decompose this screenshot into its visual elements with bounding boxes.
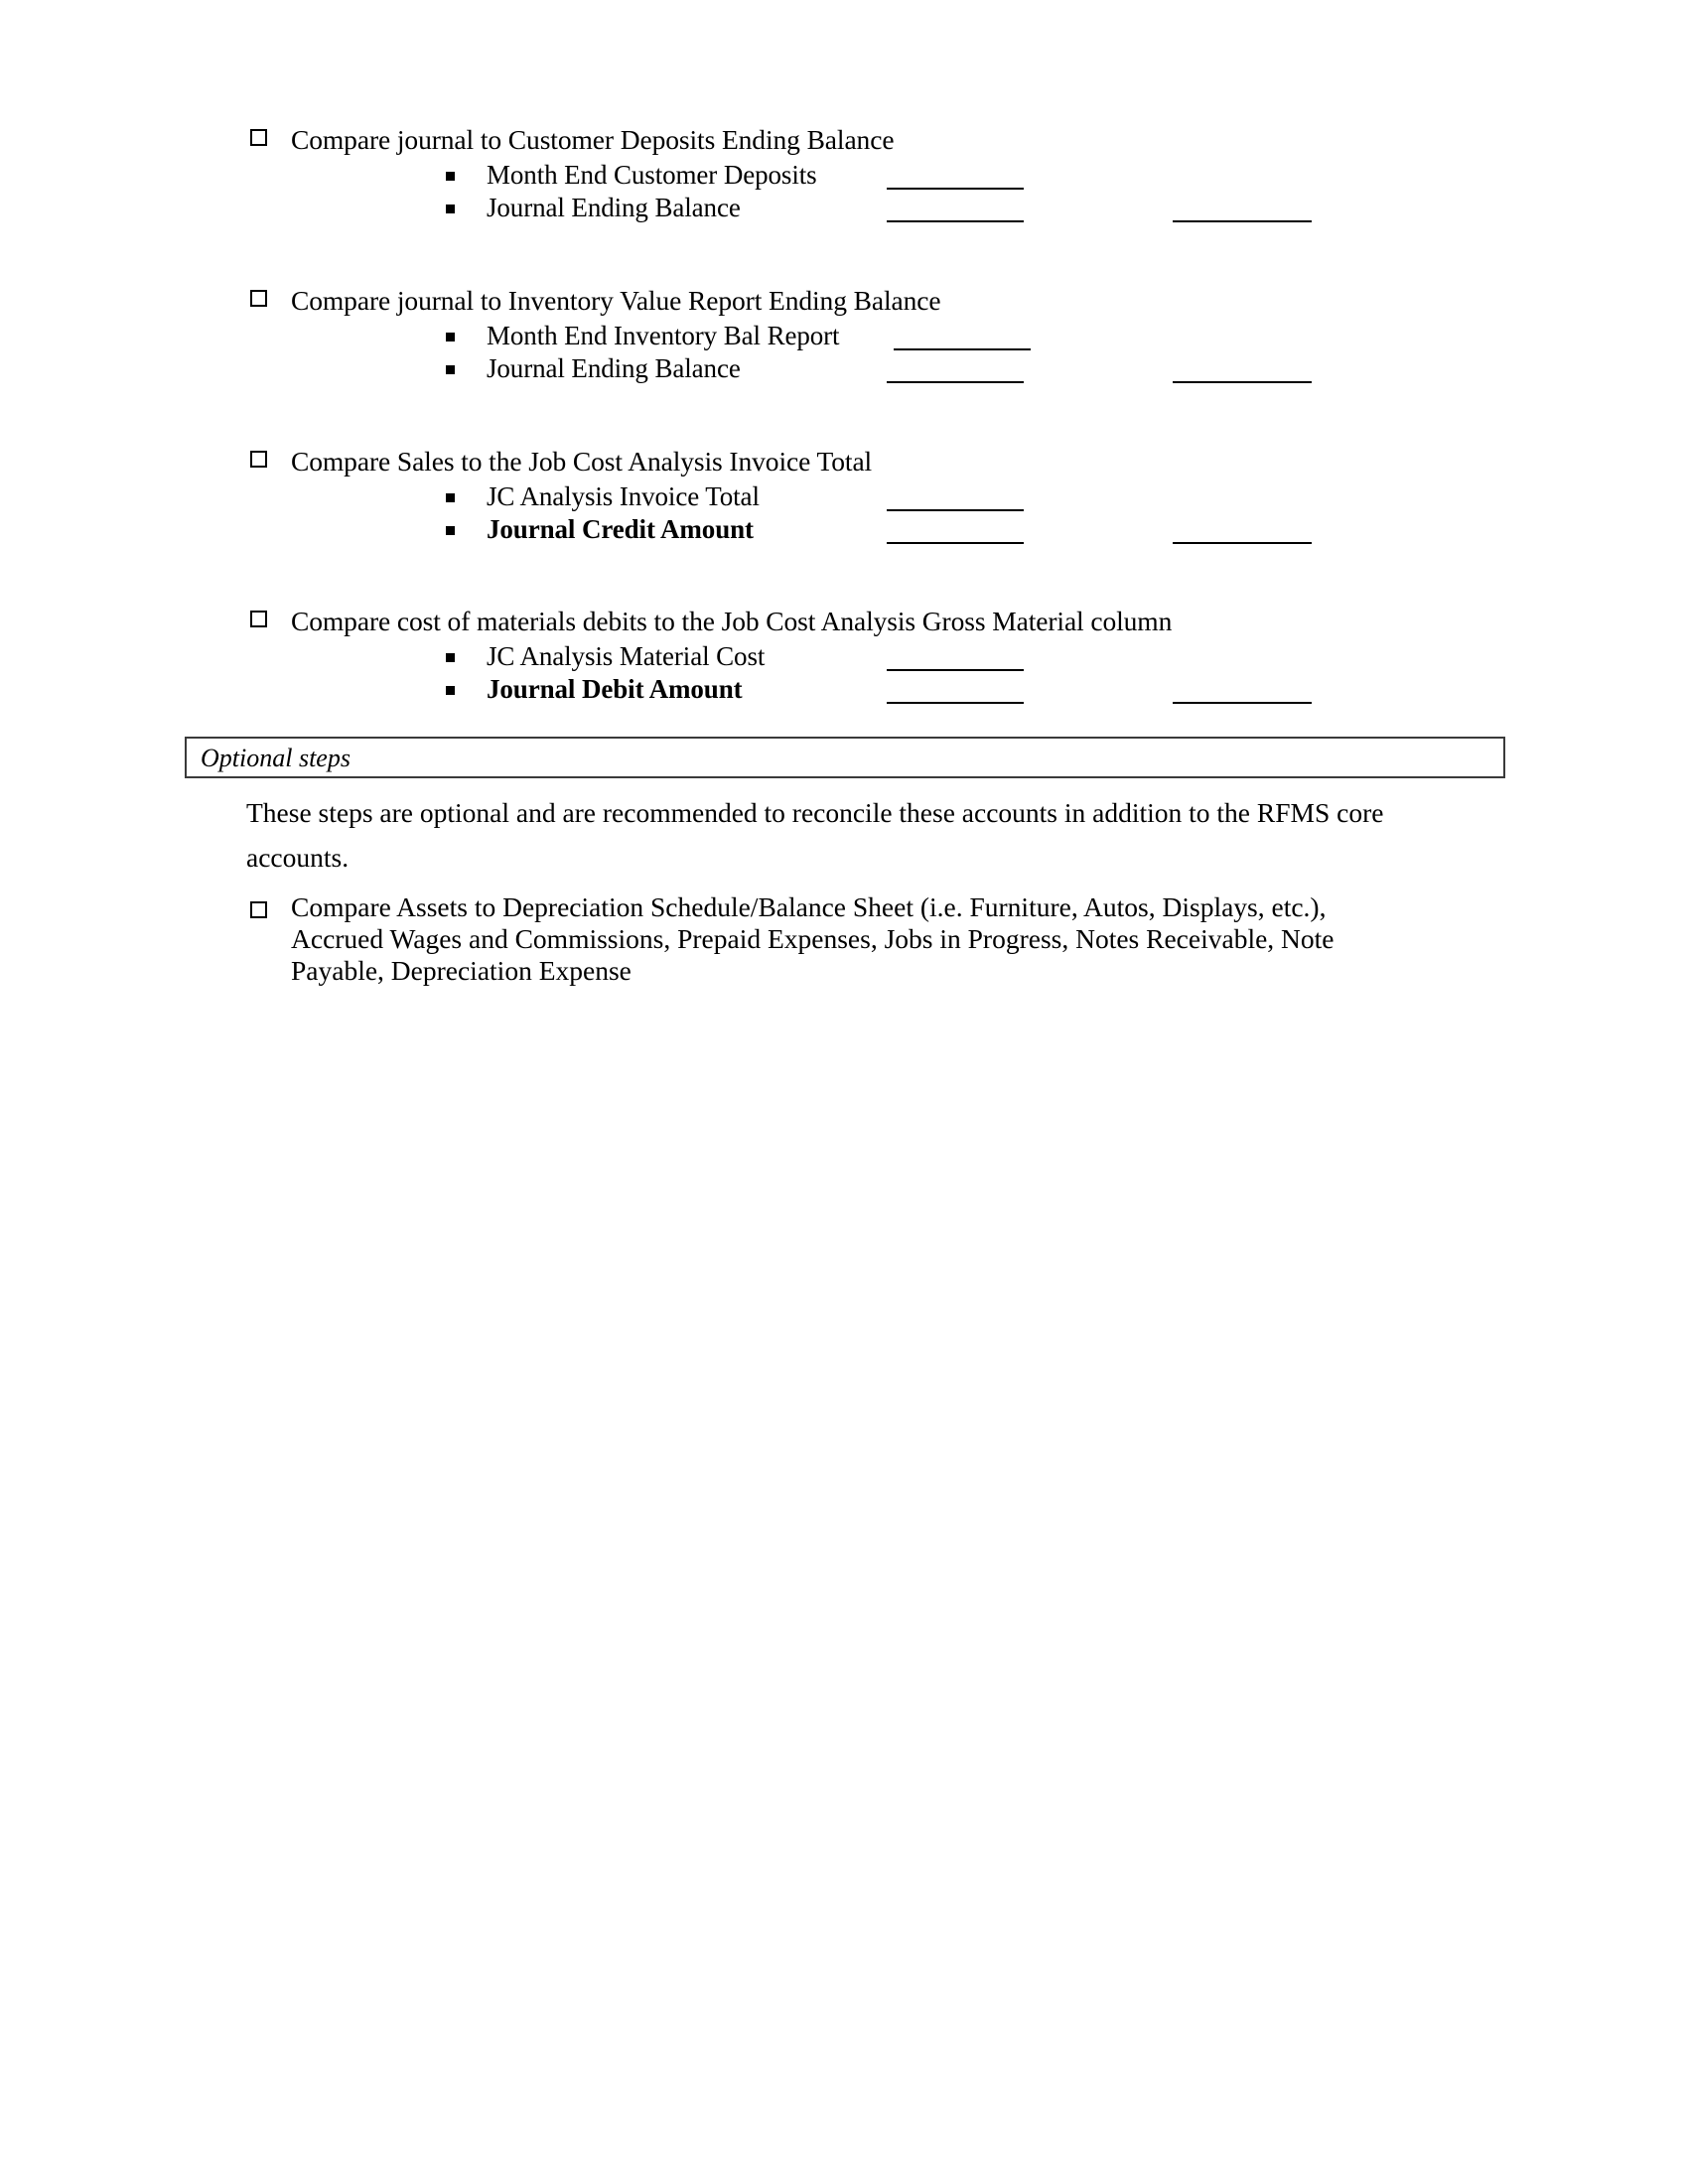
checkbox-icon[interactable] xyxy=(250,451,267,468)
fill-in-blank-primary[interactable] xyxy=(887,702,1024,704)
fill-in-blank-primary[interactable] xyxy=(894,348,1031,350)
checklist-item-label: Compare Sales to the Job Cost Analysis Invoice Total xyxy=(291,446,873,477)
sub-item-row xyxy=(0,513,1688,546)
checklist-section xyxy=(0,603,1688,706)
sub-item-row xyxy=(0,192,1688,224)
square-bullet-icon xyxy=(446,686,455,695)
square-bullet-icon xyxy=(446,172,455,181)
checklist-section xyxy=(0,443,1688,546)
sub-item-row xyxy=(0,352,1688,385)
sub-item-row xyxy=(0,640,1688,673)
checklist-item-row[interactable] xyxy=(0,443,1688,480)
checkbox-icon[interactable] xyxy=(250,290,267,307)
checklist-item-row[interactable] xyxy=(0,282,1688,320)
optional-steps-paragraph: These steps are optional and are recommended to reconcile these accounts in addition to the RFMS core accounts. xyxy=(246,797,1384,873)
checklist-item-row[interactable] xyxy=(0,121,1688,159)
checkbox-icon[interactable] xyxy=(250,901,267,918)
fill-in-blank-secondary[interactable] xyxy=(1173,542,1312,544)
fill-in-blank-primary[interactable] xyxy=(887,509,1024,511)
square-bullet-icon xyxy=(446,493,455,502)
sub-item-label: Journal Ending Balance xyxy=(487,353,741,383)
sub-item-row xyxy=(0,320,1688,352)
sub-item-label: Journal Ending Balance xyxy=(487,193,741,222)
sub-item-label: JC Analysis Material Cost xyxy=(487,641,766,671)
fill-in-blank-primary[interactable] xyxy=(887,381,1024,383)
square-bullet-icon xyxy=(446,653,455,662)
fill-in-blank-secondary[interactable] xyxy=(1173,381,1312,383)
sub-item-row xyxy=(0,480,1688,513)
fill-in-blank-primary[interactable] xyxy=(887,188,1024,190)
sub-item-label: Journal Debit Amount xyxy=(487,674,743,704)
fill-in-blank-primary[interactable] xyxy=(887,542,1024,544)
square-bullet-icon xyxy=(446,205,455,213)
optional-steps-item-label: Compare Assets to Depreciation Schedule/Balance Sheet (i.e. Furniture, Autos, Displays, etc.), Accrued Wages and Commissions, Prepaid Expenses, Jobs in Progress, Notes Receivable, Note Payable, Depreciation Expense xyxy=(291,891,1335,986)
fill-in-blank-secondary[interactable] xyxy=(1173,702,1312,704)
checklist-section xyxy=(0,282,1688,385)
optional-steps-heading-label: Optional steps xyxy=(201,744,351,772)
sub-item-row xyxy=(0,159,1688,192)
checkbox-icon[interactable] xyxy=(250,611,267,627)
sub-item-row xyxy=(0,673,1688,706)
checklist-item-label: Compare journal to Inventory Value Report Ending Balance xyxy=(291,285,941,316)
checklist-item-row[interactable] xyxy=(0,603,1688,640)
fill-in-blank-primary[interactable] xyxy=(887,220,1024,222)
square-bullet-icon xyxy=(446,526,455,535)
optional-steps-heading-box xyxy=(185,737,1505,778)
sub-item-label: Month End Customer Deposits xyxy=(487,160,817,190)
fill-in-blank-secondary[interactable] xyxy=(1173,220,1312,222)
checkbox-icon[interactable] xyxy=(250,129,267,146)
sub-item-label: Journal Credit Amount xyxy=(487,514,754,544)
square-bullet-icon xyxy=(446,365,455,374)
sub-item-label: Month End Inventory Bal Report xyxy=(487,321,840,350)
fill-in-blank-primary[interactable] xyxy=(887,669,1024,671)
sub-item-label: JC Analysis Invoice Total xyxy=(487,481,760,511)
checklist-section xyxy=(0,121,1688,224)
checklist-item-label: Compare journal to Customer Deposits Ending Balance xyxy=(291,124,895,155)
checklist-item-label: Compare cost of materials debits to the Job Cost Analysis Gross Material column xyxy=(291,606,1173,636)
square-bullet-icon xyxy=(446,333,455,341)
